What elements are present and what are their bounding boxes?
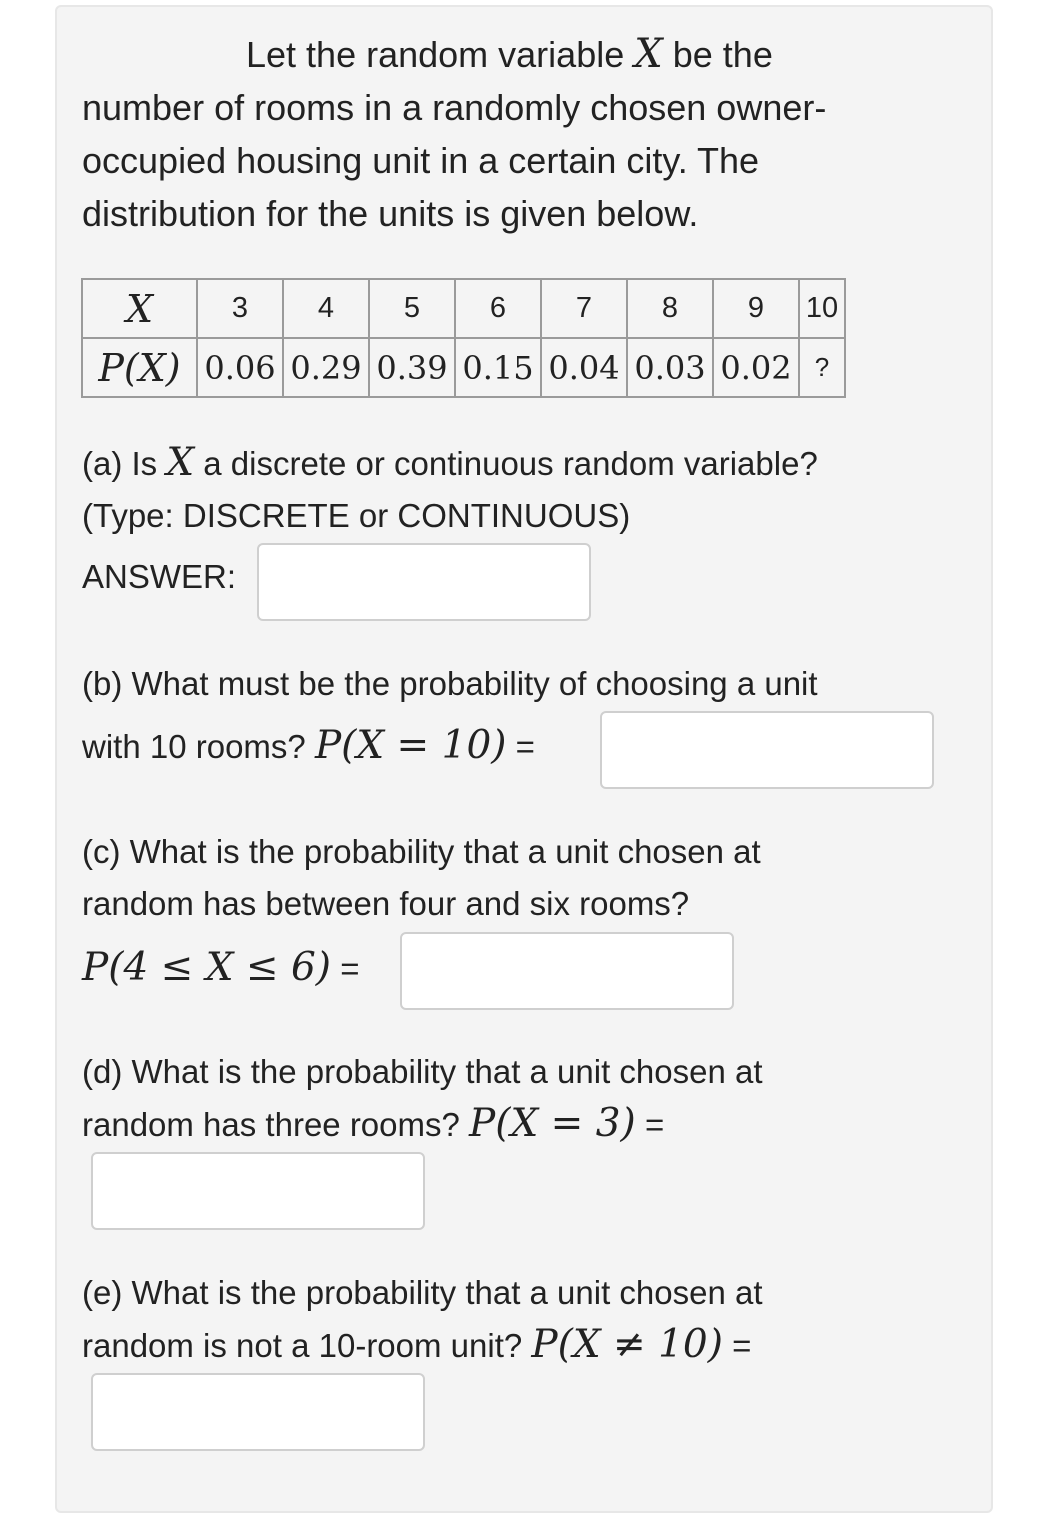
answer-e-input[interactable] <box>91 1373 425 1451</box>
expression-p-x-ne-10: P(X ≠ 10) <box>531 1322 723 1367</box>
expression-p-4-le-x-le-6: P(4 ≤ X ≤ 6) <box>82 945 332 990</box>
variable-x: X <box>166 440 195 485</box>
variable-x: X <box>634 31 663 77</box>
intro-line-4: distribution for the units is given below. <box>82 193 699 234</box>
question-c-line-2: random has between four and six rooms? <box>82 885 690 922</box>
question-e <box>82 1267 942 1372</box>
table-cell-x: 4 <box>283 279 369 338</box>
intro-line-1 <box>82 28 942 81</box>
distribution-table <box>81 278 846 398</box>
table-cell-x: 5 <box>369 279 455 338</box>
question-a-line-2: (Type: DISCRETE or CONTINUOUS) <box>82 497 631 534</box>
table-row-x <box>82 279 845 338</box>
question-b-line-2: with 10 rooms? P(X = 10) = <box>82 723 535 768</box>
table-cell-p: 0.06 <box>197 338 283 397</box>
table-cell-p: 0.29 <box>283 338 369 397</box>
table-cell-p: 0.02 <box>713 338 799 397</box>
answer-b-input[interactable] <box>600 711 934 789</box>
question-a <box>82 437 942 542</box>
question-d-line-1: (d) What is the probability that a unit chosen at <box>82 1053 763 1090</box>
table-cell-p: 0.15 <box>455 338 541 397</box>
table-cell-x: 8 <box>627 279 713 338</box>
intro-text: be the <box>672 34 773 75</box>
question-b-line-1: (b) What must be the probability of choosing a unit <box>82 665 818 702</box>
question-d-line-2: random has three rooms? P(X = 3) = <box>82 1101 665 1146</box>
question-e-line-2: random is not a 10-room unit? P(X ≠ 10) = <box>82 1322 752 1367</box>
table-row-probability <box>82 338 845 397</box>
answer-a-input[interactable] <box>257 543 591 621</box>
question-c-line-1: (c) What is the probability that a unit chosen at <box>82 833 761 870</box>
table-header-x: X <box>82 279 197 338</box>
table-cell-p: 0.04 <box>541 338 627 397</box>
question-c-line-3: P(4 ≤ X ≤ 6) = <box>82 945 360 990</box>
table-cell-x: 6 <box>455 279 541 338</box>
question-d <box>82 1046 942 1151</box>
intro-line-3: occupied housing unit in a certain city. The <box>82 140 760 181</box>
expression-p-x-eq-10: P(X = 10) <box>314 723 507 768</box>
intro-paragraph <box>82 28 942 240</box>
question-e-line-1: (e) What is the probability that a unit chosen at <box>82 1274 763 1311</box>
intro-line-2: number of rooms in a randomly chosen owner- <box>82 87 827 128</box>
answer-c-input[interactable] <box>400 932 734 1010</box>
table-cell-p: 0.39 <box>369 338 455 397</box>
answer-label: ANSWER: <box>82 558 237 595</box>
table-header-px: P(X) <box>82 338 197 397</box>
table-cell-x: 10 <box>799 279 845 338</box>
question-a-line-1: (a) Is X a discrete or continuous random variable? <box>82 440 818 485</box>
table-cell-x: 7 <box>541 279 627 338</box>
expression-p-x-eq-3: P(X = 3) <box>469 1101 636 1146</box>
table-cell-p: 0.03 <box>627 338 713 397</box>
table-cell-x: 9 <box>713 279 799 338</box>
intro-text: Let the random variable <box>246 34 625 75</box>
table-cell-x: 3 <box>197 279 283 338</box>
answer-d-input[interactable] <box>91 1152 425 1230</box>
table-cell-unknown: ? <box>799 338 845 397</box>
